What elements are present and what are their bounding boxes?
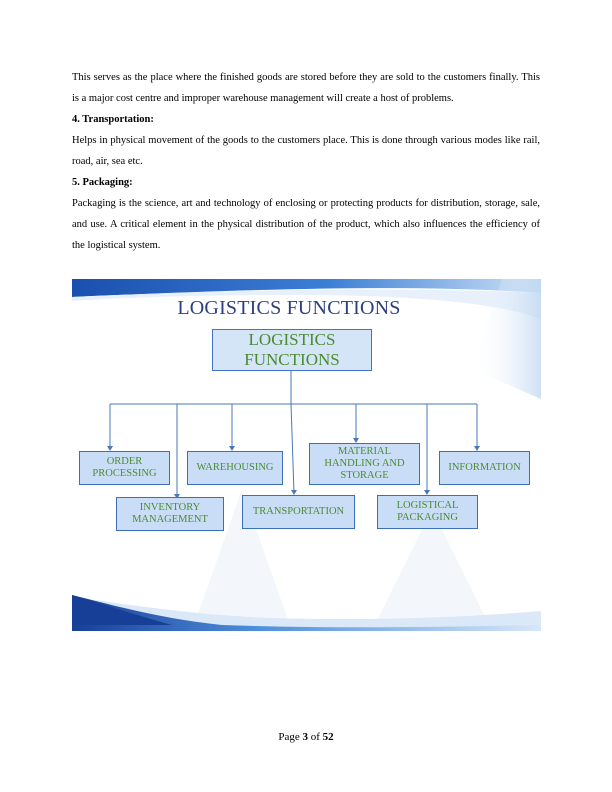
total-pages-number: 52 [322, 731, 334, 743]
transportation-heading: 4. Transportation: [72, 114, 154, 125]
transportation-paragraph: Helps in physical movement of the goods to the customers place. This is done through various modes like rail, road, air, sea etc. [72, 135, 540, 167]
information-box: INFORMATION [439, 451, 530, 485]
order-processing-box: ORDER PROCESSING [79, 451, 170, 485]
logistics-functions-diagram [72, 279, 541, 631]
page-footer [0, 731, 612, 743]
warehousing-box: WAREHOUSING [187, 451, 283, 485]
slide-title: LOGISTICS FUNCTIONS [177, 297, 401, 319]
page-label: Page [278, 731, 300, 743]
page-of-label: of [310, 731, 320, 743]
logistical-packaging-box: LOGISTICAL PACKAGING [377, 495, 478, 529]
material-handling-box: MATERIAL HANDLING AND STORAGE [309, 443, 420, 485]
logistics-functions-root-box: LOGISTICS FUNCTIONS [212, 329, 372, 371]
packaging-paragraph: Packaging is the science, art and technology of enclosing or protecting products for distribution, storage, sale, and use. A critical element in the physical distribution of the product, which also influences the efficiency of the logistical system. [72, 198, 540, 251]
packaging-heading: 5. Packaging: [72, 177, 133, 188]
current-page-number: 3 [302, 731, 308, 743]
body-text [72, 67, 540, 256]
transportation-box: TRANSPORTATION [242, 495, 355, 529]
warehousing-paragraph: This serves as the place where the finished goods are stored before they are sold to the customers finally. This is a major cost centre and improper warehouse management will create a host of problems. [72, 72, 540, 104]
inventory-management-box: INVENTORY MANAGEMENT [116, 497, 224, 531]
